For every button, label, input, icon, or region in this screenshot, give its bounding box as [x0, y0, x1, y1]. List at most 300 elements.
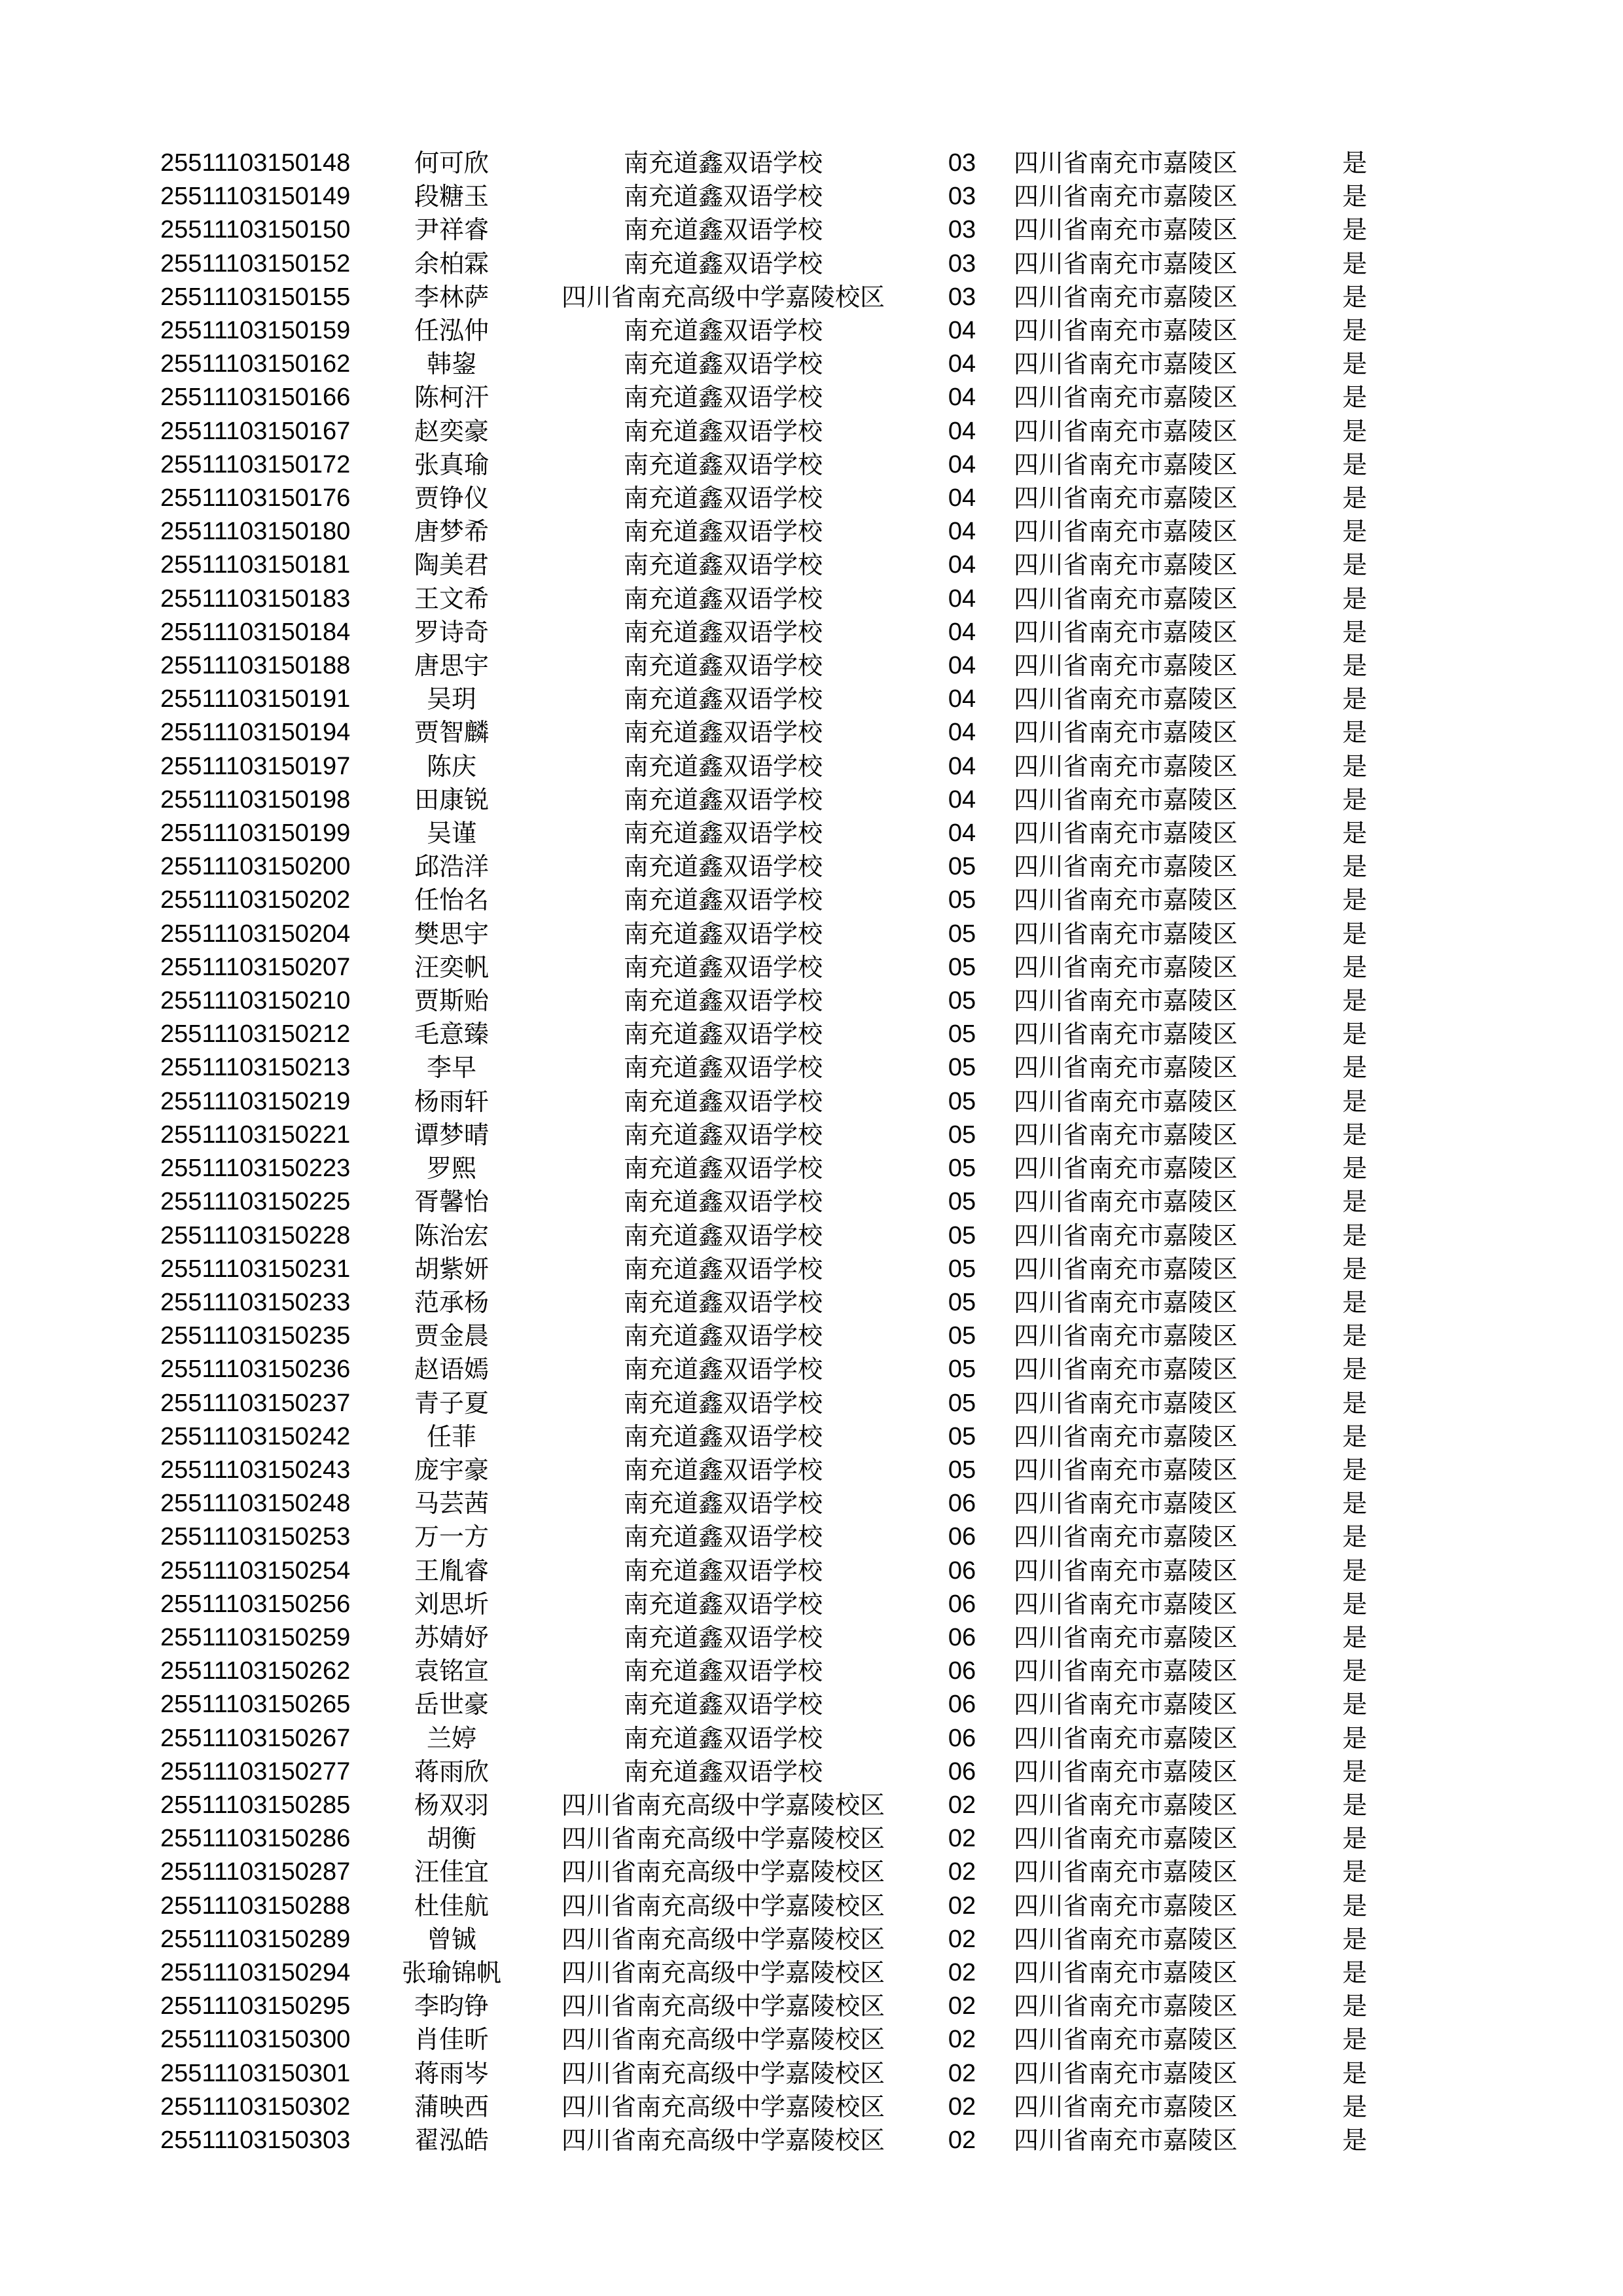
- status-flag: 是: [1342, 1053, 1367, 1083]
- school-name: 南充道鑫双语学校: [623, 1287, 823, 1317]
- school-name: 南充道鑫双语学校: [623, 1355, 823, 1384]
- school-name: 南充道鑫双语学校: [623, 1623, 823, 1652]
- status-flag: 是: [1342, 2125, 1367, 2155]
- region: 四川省南充市嘉陵区: [1013, 952, 1238, 982]
- exam-id: 25511103150231: [160, 1255, 351, 1283]
- student-name: 杜佳航: [414, 1891, 489, 1920]
- exam-id: 25511103150277: [160, 1757, 351, 1785]
- region: 四川省南充市嘉陵区: [1013, 1287, 1238, 1317]
- table-row: [160, 213, 1453, 247]
- region: 四川省南充市嘉陵区: [1013, 1891, 1238, 1920]
- exam-id: 25511103150286: [160, 1825, 351, 1853]
- exam-id: 25511103150198: [160, 785, 351, 814]
- table-row: [160, 1520, 1453, 1554]
- school-name: 四川省南充高级中学嘉陵校区: [561, 1857, 885, 1887]
- exam-id: 25511103150235: [160, 1322, 351, 1350]
- class-number: 06: [948, 1623, 976, 1651]
- student-name: 苏婧妤: [414, 1623, 489, 1652]
- exam-id: 25511103150289: [160, 1925, 351, 1953]
- school-name: 南充道鑫双语学校: [623, 1187, 823, 1217]
- class-number: 06: [948, 1590, 976, 1618]
- class-number: 02: [948, 1958, 976, 1986]
- exam-id: 25511103150152: [160, 249, 351, 278]
- exam-id: 25511103150259: [160, 1623, 351, 1651]
- exam-id: 25511103150200: [160, 853, 351, 881]
- school-name: 南充道鑫双语学校: [623, 785, 823, 814]
- region: 四川省南充市嘉陵区: [1013, 819, 1238, 848]
- table-row: [160, 1722, 1453, 1755]
- table-row: [160, 951, 1453, 984]
- region: 四川省南充市嘉陵区: [1013, 450, 1238, 479]
- class-number: 06: [948, 1724, 976, 1752]
- table-row: [160, 482, 1453, 515]
- table-row: [160, 850, 1453, 884]
- table-row: [160, 1319, 1453, 1353]
- class-number: 04: [948, 417, 976, 445]
- table-row: [160, 683, 1453, 716]
- status-flag: 是: [1342, 383, 1367, 412]
- status-flag: 是: [1342, 584, 1367, 613]
- exam-id: 25511103150207: [160, 953, 351, 981]
- student-name: 汪奕帆: [414, 952, 489, 982]
- region: 四川省南充市嘉陵区: [1013, 1657, 1238, 1686]
- table-row: [160, 1588, 1453, 1621]
- region: 四川省南充市嘉陵区: [1013, 2058, 1238, 2088]
- region: 四川省南充市嘉陵区: [1013, 1522, 1238, 1552]
- school-name: 南充道鑫双语学校: [623, 952, 823, 982]
- region: 四川省南充市嘉陵区: [1013, 751, 1238, 781]
- class-number: 02: [948, 1925, 976, 1953]
- status-flag: 是: [1342, 1321, 1367, 1351]
- status-flag: 是: [1342, 1824, 1367, 1854]
- class-number: 04: [948, 785, 976, 814]
- region: 四川省南充市嘉陵区: [1013, 886, 1238, 915]
- school-name: 南充道鑫双语学校: [623, 1589, 823, 1619]
- table-row: [160, 1219, 1453, 1253]
- student-name: 赵奕豪: [414, 416, 489, 446]
- status-flag: 是: [1342, 651, 1367, 681]
- school-name: 南充道鑫双语学校: [623, 986, 823, 1016]
- school-name: 南充道鑫双语学校: [623, 550, 823, 580]
- region: 四川省南充市嘉陵区: [1013, 1388, 1238, 1418]
- region: 四川省南充市嘉陵区: [1013, 1623, 1238, 1652]
- school-name: 南充道鑫双语学校: [623, 1757, 823, 1786]
- exam-id: 25511103150162: [160, 350, 351, 378]
- table-row: [160, 1822, 1453, 1856]
- student-name: 李昀铮: [414, 1992, 489, 2021]
- student-name: 贾金晨: [414, 1321, 489, 1351]
- class-number: 06: [948, 1523, 976, 1551]
- status-flag: 是: [1342, 1154, 1367, 1183]
- table-row: [160, 1923, 1453, 1956]
- class-number: 03: [948, 283, 976, 311]
- status-flag: 是: [1342, 215, 1367, 245]
- region: 四川省南充市嘉陵区: [1013, 584, 1238, 613]
- exam-id: 25511103150183: [160, 584, 351, 613]
- region: 四川省南充市嘉陵区: [1013, 1857, 1238, 1887]
- student-name: 李早: [426, 1053, 476, 1083]
- class-number: 06: [948, 1691, 976, 1719]
- class-number: 05: [948, 1221, 976, 1249]
- region: 四川省南充市嘉陵区: [1013, 550, 1238, 580]
- table-row: [160, 750, 1453, 783]
- student-name: 唐思宇: [414, 651, 489, 681]
- student-name: 胡衡: [426, 1824, 476, 1854]
- student-name: 袁铭宣: [414, 1657, 489, 1686]
- exam-id: 25511103150253: [160, 1523, 351, 1551]
- exam-id: 25511103150176: [160, 484, 351, 512]
- table-row: [160, 2023, 1453, 2056]
- student-name: 贾斯贻: [414, 986, 489, 1016]
- exam-id: 25511103150288: [160, 1892, 351, 1920]
- table-row: [160, 548, 1453, 582]
- exam-id: 25511103150287: [160, 1858, 351, 1886]
- status-flag: 是: [1342, 2058, 1367, 2088]
- class-number: 04: [948, 719, 976, 747]
- exam-id: 25511103150191: [160, 685, 351, 713]
- status-flag: 是: [1342, 416, 1367, 446]
- class-number: 04: [948, 685, 976, 713]
- exam-id: 25511103150180: [160, 518, 351, 546]
- region: 四川省南充市嘉陵区: [1013, 852, 1238, 882]
- table-row: [160, 817, 1453, 850]
- student-name: 王文希: [414, 584, 489, 613]
- class-number: 06: [948, 1556, 976, 1585]
- exam-id: 25511103150295: [160, 1992, 351, 2020]
- student-name: 刘思圻: [414, 1589, 489, 1619]
- exam-id: 25511103150303: [160, 2126, 351, 2154]
- region: 四川省南充市嘉陵区: [1013, 1757, 1238, 1786]
- student-name: 陈柯汗: [414, 383, 489, 412]
- region: 四川省南充市嘉陵区: [1013, 1120, 1238, 1149]
- school-name: 南充道鑫双语学校: [623, 718, 823, 747]
- school-name: 南充道鑫双语学校: [623, 517, 823, 547]
- exam-id: 25511103150202: [160, 886, 351, 914]
- status-flag: 是: [1342, 1187, 1367, 1217]
- student-name: 李林萨: [414, 282, 489, 312]
- region: 四川省南充市嘉陵区: [1013, 182, 1238, 211]
- student-name: 任泓仲: [414, 316, 489, 346]
- student-name: 张真瑜: [414, 450, 489, 479]
- region: 四川省南充市嘉陵区: [1013, 986, 1238, 1016]
- region: 四川省南充市嘉陵区: [1013, 1690, 1238, 1719]
- exam-id: 25511103150267: [160, 1724, 351, 1752]
- region: 四川省南充市嘉陵区: [1013, 1020, 1238, 1049]
- student-name: 汪佳宜: [414, 1857, 489, 1887]
- table-row: [160, 1085, 1453, 1119]
- class-number: 06: [948, 1657, 976, 1685]
- region: 四川省南充市嘉陵区: [1013, 617, 1238, 647]
- status-flag: 是: [1342, 1489, 1367, 1518]
- region: 四川省南充市嘉陵区: [1013, 1154, 1238, 1183]
- status-flag: 是: [1342, 751, 1367, 781]
- student-name: 毛意臻: [414, 1020, 489, 1049]
- class-number: 04: [948, 618, 976, 646]
- table-row: [160, 1353, 1453, 1386]
- table-row: [160, 716, 1453, 749]
- region: 四川省南充市嘉陵区: [1013, 282, 1238, 312]
- student-name: 张瑜锦帆: [401, 1958, 501, 1987]
- region: 四川省南充市嘉陵区: [1013, 249, 1238, 278]
- table-row: [160, 1119, 1453, 1152]
- table-row: [160, 381, 1453, 414]
- exam-id: 25511103150148: [160, 149, 351, 177]
- status-flag: 是: [1342, 450, 1367, 479]
- exam-id: 25511103150233: [160, 1288, 351, 1316]
- school-name: 南充道鑫双语学校: [623, 1489, 823, 1518]
- table-row: [160, 1051, 1453, 1085]
- table-row: [160, 1890, 1453, 1923]
- class-number: 05: [948, 886, 976, 914]
- exam-id: 25511103150294: [160, 1958, 351, 1986]
- student-name: 贾智麟: [414, 718, 489, 747]
- exam-id: 25511103150213: [160, 1054, 351, 1082]
- student-name: 蒲映西: [414, 2092, 489, 2121]
- status-flag: 是: [1342, 718, 1367, 747]
- status-flag: 是: [1342, 886, 1367, 915]
- school-name: 四川省南充高级中学嘉陵校区: [561, 2092, 885, 2121]
- student-name: 任怡名: [414, 886, 489, 915]
- class-number: 02: [948, 2092, 976, 2121]
- table-row: [160, 1387, 1453, 1420]
- school-name: 南充道鑫双语学校: [623, 1053, 823, 1083]
- table-row: [160, 1688, 1453, 1721]
- student-name: 尹祥睿: [414, 215, 489, 245]
- school-name: 南充道鑫双语学校: [623, 1321, 823, 1351]
- exam-id: 25511103150219: [160, 1087, 351, 1115]
- school-name: 四川省南充高级中学嘉陵校区: [561, 2025, 885, 2054]
- status-flag: 是: [1342, 1422, 1367, 1451]
- class-number: 04: [948, 518, 976, 546]
- region: 四川省南充市嘉陵区: [1013, 785, 1238, 814]
- student-name: 万一方: [414, 1522, 489, 1552]
- class-number: 02: [948, 1992, 976, 2020]
- status-flag: 是: [1342, 1623, 1367, 1652]
- status-flag: 是: [1342, 182, 1367, 211]
- school-name: 南充道鑫双语学校: [623, 1657, 823, 1686]
- school-name: 南充道鑫双语学校: [623, 215, 823, 245]
- status-flag: 是: [1342, 1120, 1367, 1149]
- school-name: 南充道鑫双语学校: [623, 1254, 823, 1283]
- school-name: 南充道鑫双语学校: [623, 1120, 823, 1149]
- status-flag: 是: [1342, 282, 1367, 312]
- exam-id: 25511103150172: [160, 450, 351, 478]
- table-row: [160, 783, 1453, 817]
- student-name: 樊思宇: [414, 919, 489, 948]
- region: 四川省南充市嘉陵区: [1013, 1556, 1238, 1585]
- class-number: 05: [948, 1188, 976, 1216]
- region: 四川省南充市嘉陵区: [1013, 651, 1238, 681]
- status-flag: 是: [1342, 350, 1367, 379]
- status-flag: 是: [1342, 1254, 1367, 1283]
- school-name: 南充道鑫双语学校: [623, 751, 823, 781]
- school-name: 南充道鑫双语学校: [623, 1020, 823, 1049]
- status-flag: 是: [1342, 819, 1367, 848]
- status-flag: 是: [1342, 1020, 1367, 1049]
- exam-id: 25511103150181: [160, 551, 351, 579]
- class-number: 02: [948, 1892, 976, 1920]
- student-name: 杨雨轩: [414, 1086, 489, 1116]
- student-name: 范承杨: [414, 1287, 489, 1317]
- status-flag: 是: [1342, 316, 1367, 346]
- class-number: 05: [948, 987, 976, 1015]
- status-flag: 是: [1342, 1723, 1367, 1753]
- table-row: [160, 348, 1453, 381]
- exam-id: 25511103150225: [160, 1188, 351, 1216]
- region: 四川省南充市嘉陵区: [1013, 2092, 1238, 2121]
- table-row: [160, 1152, 1453, 1185]
- table-row: [160, 918, 1453, 951]
- status-flag: 是: [1342, 1556, 1367, 1585]
- exam-id: 25511103150188: [160, 652, 351, 680]
- student-name: 兰婷: [426, 1723, 476, 1753]
- student-name: 吴玥: [426, 685, 476, 714]
- status-flag: 是: [1342, 1790, 1367, 1820]
- exam-id: 25511103150256: [160, 1590, 351, 1618]
- table-row: [160, 281, 1453, 314]
- exam-id: 25511103150237: [160, 1389, 351, 1417]
- region: 四川省南充市嘉陵区: [1013, 1489, 1238, 1518]
- class-number: 02: [948, 2126, 976, 2154]
- status-flag: 是: [1342, 1086, 1367, 1116]
- exam-id: 25511103150194: [160, 719, 351, 747]
- school-name: 四川省南充高级中学嘉陵校区: [561, 1992, 885, 2021]
- class-number: 05: [948, 1355, 976, 1384]
- exam-id: 25511103150228: [160, 1221, 351, 1249]
- status-flag: 是: [1342, 617, 1367, 647]
- region: 四川省南充市嘉陵区: [1013, 1221, 1238, 1250]
- status-flag: 是: [1342, 785, 1367, 814]
- school-name: 南充道鑫双语学校: [623, 450, 823, 479]
- class-number: 06: [948, 1490, 976, 1518]
- status-flag: 是: [1342, 1221, 1367, 1250]
- school-name: 南充道鑫双语学校: [623, 383, 823, 412]
- table-row: [160, 147, 1453, 180]
- region: 四川省南充市嘉陵区: [1013, 1589, 1238, 1619]
- class-number: 05: [948, 953, 976, 981]
- status-flag: 是: [1342, 952, 1367, 982]
- exam-id: 25511103150212: [160, 1020, 351, 1049]
- class-number: 05: [948, 1456, 976, 1484]
- exam-id: 25511103150254: [160, 1556, 351, 1585]
- table-row: [160, 415, 1453, 448]
- school-name: 南充道鑫双语学校: [623, 316, 823, 346]
- class-number: 05: [948, 1155, 976, 1183]
- school-name: 四川省南充高级中学嘉陵校区: [561, 1958, 885, 1987]
- school-name: 南充道鑫双语学校: [623, 1154, 823, 1183]
- class-number: 02: [948, 2026, 976, 2054]
- exam-id: 25511103150300: [160, 2026, 351, 2054]
- student-name: 段糖玉: [414, 182, 489, 211]
- school-name: 南充道鑫双语学校: [623, 1221, 823, 1250]
- exam-id: 25511103150149: [160, 183, 351, 211]
- student-name: 贾铮仪: [414, 484, 489, 513]
- class-number: 03: [948, 183, 976, 211]
- school-name: 南充道鑫双语学校: [623, 1522, 823, 1552]
- region: 四川省南充市嘉陵区: [1013, 1723, 1238, 1753]
- table-row: [160, 1755, 1453, 1789]
- class-number: 04: [948, 584, 976, 613]
- status-flag: 是: [1342, 1657, 1367, 1686]
- class-number: 05: [948, 1288, 976, 1316]
- student-name: 曾铖: [426, 1924, 476, 1954]
- class-number: 05: [948, 1121, 976, 1149]
- region: 四川省南充市嘉陵区: [1013, 316, 1238, 346]
- table-row: [160, 515, 1453, 548]
- student-name: 胥馨怡: [414, 1187, 489, 1217]
- student-name: 陶美君: [414, 550, 489, 580]
- school-name: 四川省南充高级中学嘉陵校区: [561, 2058, 885, 2088]
- exam-id: 25511103150210: [160, 987, 351, 1015]
- table-row: [160, 1655, 1453, 1688]
- class-number: 04: [948, 450, 976, 478]
- school-name: 四川省南充高级中学嘉陵校区: [561, 1824, 885, 1854]
- class-number: 03: [948, 216, 976, 244]
- region: 四川省南充市嘉陵区: [1013, 2125, 1238, 2155]
- class-number: 05: [948, 1422, 976, 1450]
- school-name: 四川省南充高级中学嘉陵校区: [561, 2125, 885, 2155]
- status-flag: 是: [1342, 919, 1367, 948]
- student-name: 蒋雨欣: [414, 1757, 489, 1786]
- status-flag: 是: [1342, 986, 1367, 1016]
- student-name: 任菲: [426, 1422, 476, 1451]
- status-flag: 是: [1342, 1455, 1367, 1484]
- school-name: 南充道鑫双语学校: [623, 1455, 823, 1484]
- region: 四川省南充市嘉陵区: [1013, 1455, 1238, 1484]
- table-row: [160, 1990, 1453, 2023]
- status-flag: 是: [1342, 1287, 1367, 1317]
- region: 四川省南充市嘉陵区: [1013, 1086, 1238, 1116]
- class-number: 04: [948, 484, 976, 512]
- table-row: [160, 1856, 1453, 1889]
- exam-id: 25511103150204: [160, 920, 351, 948]
- status-flag: 是: [1342, 1589, 1367, 1619]
- region: 四川省南充市嘉陵区: [1013, 1321, 1238, 1351]
- table-row: [160, 2057, 1453, 2090]
- school-name: 四川省南充高级中学嘉陵校区: [561, 1790, 885, 1820]
- student-name: 田康锐: [414, 785, 489, 814]
- status-flag: 是: [1342, 852, 1367, 882]
- table-row: [160, 180, 1453, 213]
- student-name: 岳世豪: [414, 1690, 489, 1719]
- exam-id: 25511103150221: [160, 1121, 351, 1149]
- class-number: 05: [948, 1020, 976, 1049]
- class-number: 05: [948, 1322, 976, 1350]
- school-name: 南充道鑫双语学校: [623, 149, 823, 177]
- student-name: 邱浩洋: [414, 852, 489, 882]
- exam-id: 25511103150248: [160, 1490, 351, 1518]
- student-name: 罗熙: [426, 1154, 476, 1183]
- region: 四川省南充市嘉陵区: [1013, 484, 1238, 513]
- exam-id: 25511103150184: [160, 618, 351, 646]
- region: 四川省南充市嘉陵区: [1013, 416, 1238, 446]
- student-name: 余柏霖: [414, 249, 489, 278]
- status-flag: 是: [1342, 1388, 1367, 1418]
- class-number: 03: [948, 149, 976, 177]
- roster-body: [160, 147, 1453, 2157]
- exam-id: 25511103150197: [160, 752, 351, 780]
- school-name: 南充道鑫双语学校: [623, 1388, 823, 1418]
- class-number: 05: [948, 853, 976, 881]
- student-name: 翟泓皓: [414, 2125, 489, 2155]
- region: 四川省南充市嘉陵区: [1013, 350, 1238, 379]
- student-name: 谭梦晴: [414, 1120, 489, 1149]
- school-name: 南充道鑫双语学校: [623, 1690, 823, 1719]
- student-name: 赵语嫣: [414, 1355, 489, 1384]
- school-name: 南充道鑫双语学校: [623, 1422, 823, 1451]
- student-name: 杨双羽: [414, 1790, 489, 1820]
- school-name: 南充道鑫双语学校: [623, 416, 823, 446]
